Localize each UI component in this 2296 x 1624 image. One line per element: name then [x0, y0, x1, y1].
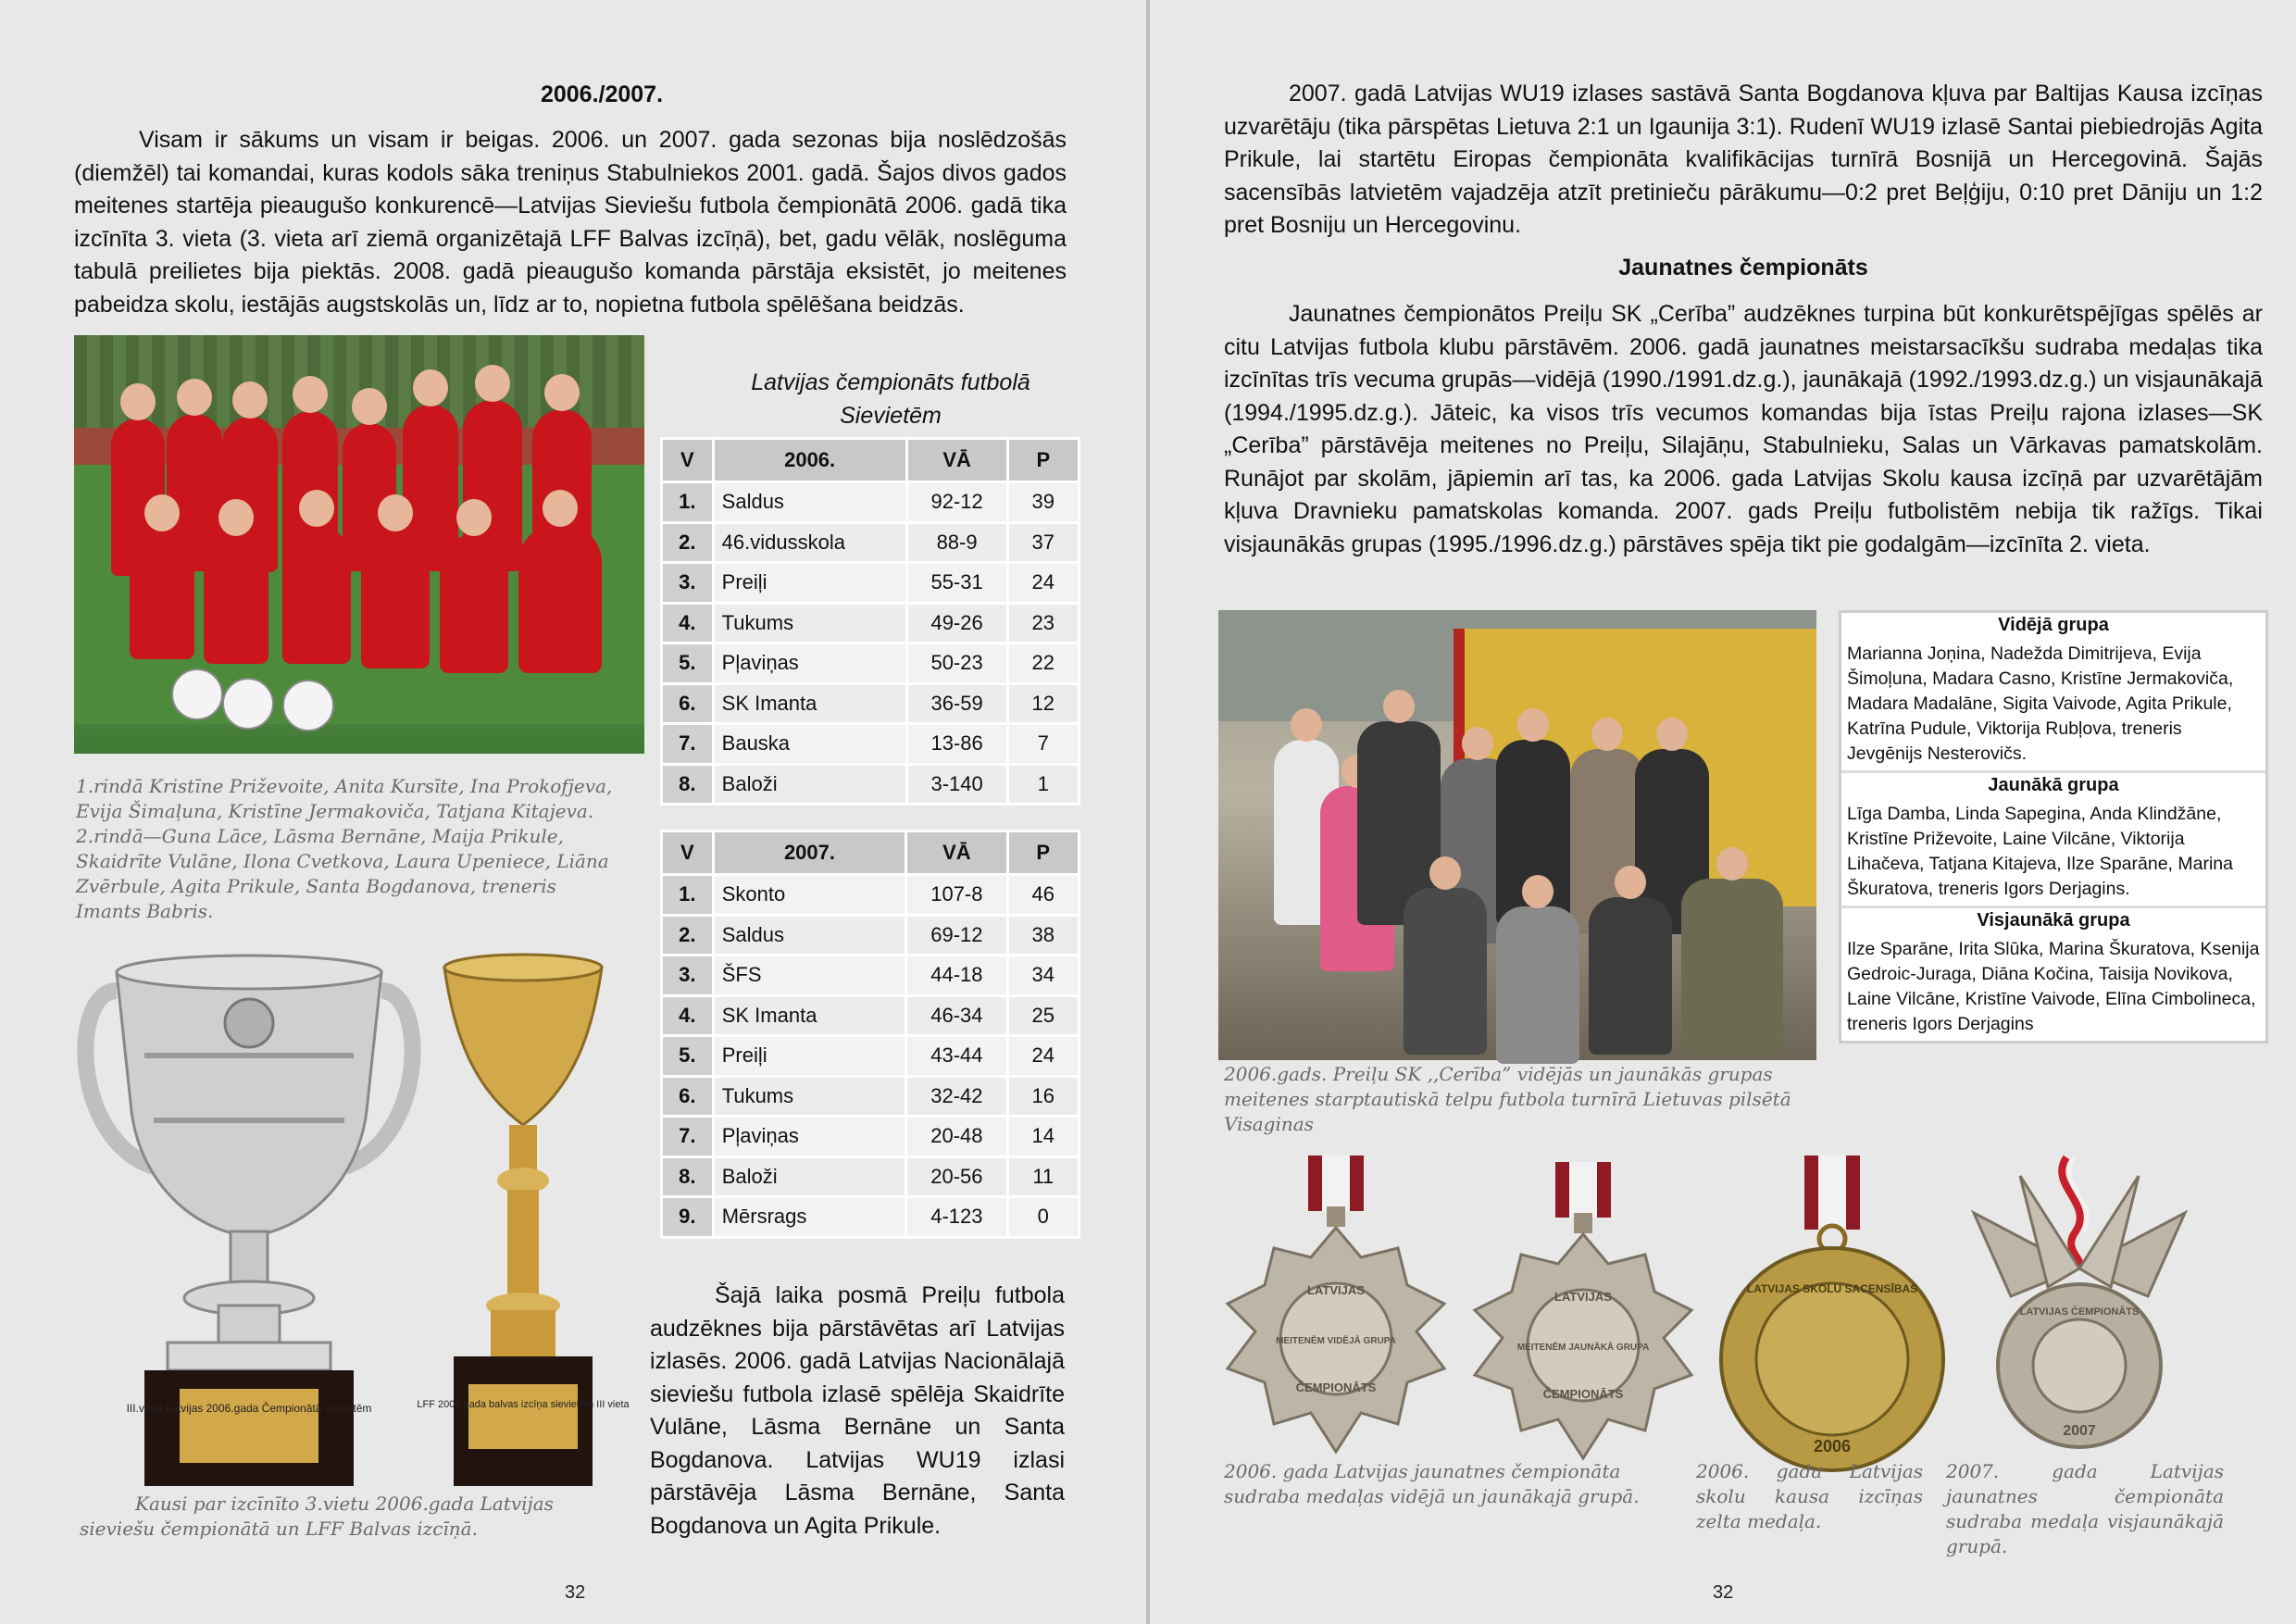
table-header: P: [1007, 831, 1079, 875]
team-cell: SK Imanta: [713, 683, 906, 724]
points-cell: 0: [1007, 1197, 1079, 1238]
team-cell: ŠFS: [713, 956, 906, 996]
youth-championship-heading: Jaunatnes čempionāts: [1618, 255, 1868, 281]
rank-cell: 9.: [662, 1197, 714, 1238]
group-middle: [1841, 613, 2265, 773]
medal-gold-school-cup: [1716, 1156, 1948, 1480]
rank-cell: 5.: [662, 643, 714, 684]
goals-cell: 46-34: [906, 995, 1007, 1036]
points-cell: 22: [1007, 643, 1079, 684]
goals-cell: 20-48: [906, 1117, 1007, 1157]
medal1-top-text: LATVIJAS: [1307, 1283, 1365, 1297]
trophy-cup-photo: [80, 954, 418, 1491]
trophy-gold-photo: [417, 949, 630, 1491]
team-photo-caption: 1.rindā Kristīne Priževoite, Anita Kursīte, Ina Prokofjeva, Evija Šimaļuna, Kristīne Jermakoviča, Tatjana Kitajeva. 2.rindā—Guna Lāce, Lāsma Bernāne, Maija Prikule, Skaidrīte Vulāne, Ilona Cvetkova, Laura Upeniece, Liāna Zvērbule, Agita Prikule, Santa Bogdanova, treneris Imants Babris.: [76, 775, 613, 922]
medal-silver-middle-group: [1222, 1156, 1450, 1470]
table-header: 2006.: [713, 439, 906, 482]
rank-cell: 3.: [662, 956, 714, 996]
table-row: [662, 995, 1079, 1036]
points-cell: 25: [1007, 995, 1079, 1036]
rank-cell: 8.: [662, 764, 714, 805]
team-cell: Saldus: [713, 915, 906, 956]
rank-cell: 6.: [662, 1076, 714, 1117]
table-row: [662, 643, 1079, 684]
group-title: Visjaunākā grupa: [1977, 910, 2130, 931]
group-title: Vidējā grupa: [1998, 615, 2109, 635]
goals-cell: 4-123: [906, 1197, 1007, 1238]
goals-cell: 69-12: [906, 915, 1007, 956]
team-cell: Tukums: [713, 603, 906, 643]
table-row: [662, 1036, 1079, 1077]
rank-cell: 1.: [662, 482, 714, 523]
group-members: Līga Damba, Linda Sapegina, Anda Klindžāne, Kristīne Priževoite, Laine Vilcāne, Viktorija Lihačeva, Tatjana Kitajeva, Ilze Sparāne, Marina Škuratova, treneris Igors Derjagins.: [1847, 804, 2233, 899]
rank-cell: 4.: [662, 995, 714, 1036]
rank-cell: 1.: [662, 875, 714, 916]
table-row: [662, 1117, 1079, 1157]
table-row: [662, 1076, 1079, 1117]
team-photo: [74, 335, 644, 754]
league-title-line2: Sievietēm: [840, 403, 942, 429]
rank-cell: 7.: [662, 724, 714, 765]
points-cell: 24: [1007, 1036, 1079, 1077]
medal3-top-text: LATVIJAS SKOLU SACENSĪBAS: [1746, 1282, 1918, 1295]
points-cell: 37: [1007, 522, 1079, 563]
team-cell: Mērsrags: [713, 1197, 906, 1238]
intro-paragraph: Visam ir sākums un visam ir beigas. 2006. un 2007. gada sezonas bija noslēdzošās (diemžēl) tai komandai, kuras kodols sāka treniņus Stabulniekos 2001. gadā. Šajos divos gados meitenes startēja pieaugušo konkurencē—Latvijas Sieviešu futbola čempionātā 2006. gadā tika izcīnīta 3. vieta (3. vieta arī ziemā organizētajā LFF Balvas izcīņā), bet, gadu vēlāk, noslēguma tabulā preilietes bija piektās. 2008. gadā pieaugušo komanda pārstāja eksistēt, jo meitenes pabeidza skolu, iestājās augstskolās un, līdz ar to, nopietna futbola spēlēšana beidzās.: [74, 127, 1067, 318]
medal3-bottom-text: 2006: [1813, 1437, 1852, 1455]
medals-caption-silver: 2006. gada Latvijas jaunatnes čempionāta sudraba medaļas vidējā un jaunākajā grupā.: [1224, 1460, 1640, 1507]
group-members: Ilze Sparāne, Irita Slūka, Marina Škuratova, Ksenija Gedroic-Juraga, Diāna Kočina, Taisija Novikova, Laine Vilcāne, Kristīne Vaivode, Elīna Cimbolineca, treneris Igors Derjagins: [1847, 939, 2260, 1034]
page-number: 32: [1713, 1582, 1734, 1603]
table-header: V: [662, 831, 714, 875]
goals-cell: 20-56: [906, 1156, 1007, 1197]
points-cell: 38: [1007, 915, 1079, 956]
rank-cell: 2.: [662, 915, 714, 956]
table-row: [662, 1156, 1079, 1197]
points-cell: 24: [1007, 563, 1079, 604]
group-title: Jaunākā grupa: [1988, 775, 2119, 795]
team-cell: Saldus: [713, 482, 906, 523]
table-row: [662, 956, 1079, 996]
points-cell: 16: [1007, 1076, 1079, 1117]
league-title: [659, 366, 1122, 432]
youth-group-photo: [1218, 610, 1816, 1060]
youth-paragraph: Jaunatnes čempionātos Preiļu SK „Cerība” audzēknes turpina būt konkurētspējīgas spēlēs ar citu Latvijas futbola klubu pārstāvēm. 2006. gadā jaunatnes meistarsacīkšu sudraba medaļas tika izcīnītas trīs vecuma grupās—vidējā (1990./1991.dz.g.), jaunākajā (1992./1993.dz.g.) un visjaunākajā (1994./1995.dz.g.). Jāteic, ka visos trīs vecumos komandas bija īstas Preiļu rajona izlases—SK „Cerība” pārstāvēja meitenes no Preiļu, Silajāņu, Stabulnieku, Salas un Vārkavas pamatskolām. Runājot par skolām, jāpiemin arī tas, ka 2006. gada Latvijas Skolu kausa izcīņā par uzvarētājām kļuva Dravnieku pamatskolas komanda. 2007. gads Preiļu futbolistēm nebija tik ražīgs. Tikai visjaunākās grupas (1995./1996.dz.g.) pārstāves spēja tikt pie godalgām—izcīnīta 2. vieta.: [1224, 301, 2263, 557]
group-members: Marianna Joņina, Nadežda Dimitrijeva, Evija Šimoļuna, Madara Casno, Kristīne Jermakoviča, Madara Madalāne, Sigita Vaivode, Agita Prikule, Katrīna Pudule, Viktorija Rubļova, treneris Jevgēnijs Nesterovičs.: [1847, 643, 2234, 764]
rank-cell: 4.: [662, 603, 714, 643]
table-row: [662, 603, 1079, 643]
points-cell: 14: [1007, 1117, 1079, 1157]
team-cell: Tukums: [713, 1076, 906, 1117]
team-cell: Pļaviņas: [713, 643, 906, 684]
group-junior: [1841, 773, 2265, 908]
team-cell: 46.vidusskola: [713, 522, 906, 563]
goals-cell: 49-26: [906, 603, 1007, 643]
medal2-top-text: LATVIJAS: [1554, 1290, 1612, 1304]
medal1-bottom-text: ČEMPIONĀTS: [1295, 1380, 1377, 1394]
page-number: 32: [565, 1582, 586, 1603]
team-cell: Bauska: [713, 724, 906, 765]
goals-cell: 3-140: [906, 764, 1007, 805]
league-table-2006: [660, 437, 1080, 806]
points-cell: 39: [1007, 482, 1079, 523]
medal1-mid-text: MEITENĒM VIDĒJĀ GRUPA: [1276, 1336, 1396, 1346]
table-row: [662, 724, 1079, 765]
table-row: [662, 522, 1079, 563]
table-row: [662, 482, 1079, 523]
rank-cell: 3.: [662, 563, 714, 604]
goals-cell: 88-9: [906, 522, 1007, 563]
goals-cell: 13-86: [906, 724, 1007, 765]
points-cell: 7: [1007, 724, 1079, 765]
goals-cell: 43-44: [906, 1036, 1007, 1077]
medal-silver-youngest-group: [1955, 1157, 2203, 1468]
table-row: [662, 875, 1079, 916]
table-row: [662, 915, 1079, 956]
right-page: [1150, 0, 2296, 1624]
section-heading: 2006./2007.: [540, 81, 664, 107]
youth-photo-caption: 2006.gads. Preiļu SK ,,Cerība” vidējās un jaunākās grupas meitenes starptautiskā telpu futbola turnīrā Lietuvas pilsētā Visaginas: [1224, 1063, 1791, 1135]
table-row: [662, 683, 1079, 724]
team-cell: Pļaviņas: [713, 1117, 906, 1157]
table-header: VĀ: [906, 439, 1007, 482]
trophies-caption: Kausi par izcīnīto 3.vietu 2006.gada Latvijas sieviešu čempionātā un LFF Balvas izcīņā.: [80, 1493, 554, 1540]
team-cell: Skonto: [713, 875, 906, 916]
goals-cell: 92-12: [906, 482, 1007, 523]
group-youngest: [1841, 908, 2265, 1041]
points-cell: 12: [1007, 683, 1079, 724]
goals-cell: 107-8: [906, 875, 1007, 916]
medals-caption-youngest: 2007. gada Latvijas jaunatnes čempionāta sudraba medaļa visjaunākajā grupā.: [1946, 1460, 2224, 1557]
league-table-2007: [660, 830, 1080, 1239]
rank-cell: 5.: [662, 1036, 714, 1077]
medal4-bottom-text: 2007: [2063, 1423, 2096, 1439]
goals-cell: 36-59: [906, 683, 1007, 724]
table-row: [662, 563, 1079, 604]
team-cell: SK Imanta: [713, 995, 906, 1036]
groups-box: [1839, 610, 2268, 1043]
wu19-paragraph: 2007. gadā Latvijas WU19 izlases sastāvā Santa Bogdanova kļuva par Baltijas Kausa izcīņas uzvarētāju (tika pārspētas Lietuva 2:1 un Igaunija 3:1). Rudenī WU19 izlasē Santai piebiedrojās Agita Prikule, lai startētu Eiropas čempionāta kvalifikācijas turnīrā Bosnijā un Hercegovinā. Šajās sacensībās latvietēm vajadzēja atzīt pretinieču pārākumu—0:2 pret Beļģiju, 0:10 pret Dāniju un 1:2 pret Bosniju un Hercegovinu.: [1224, 81, 2263, 238]
left-page: [0, 0, 1146, 1624]
team-cell: Preiļi: [713, 1036, 906, 1077]
national-teams-paragraph: Šajā laika posmā Preiļu futbola audzēknes bija pārstāvētas arī Latvijas izlasēs. 2006. gadā Latvijas Nacionālajā sieviešu futbola izlasē spēlēja Skaidrīte Vulāne, Lāsma Bernāne un Santa Bogdanova. Latvijas WU19 izlasi pārstāvēja Lāsma Bernāne, Santa Bogdanova un Agita Prikule.: [650, 1282, 1065, 1539]
points-cell: 11: [1007, 1156, 1079, 1197]
team-cell: Baloži: [713, 1156, 906, 1197]
points-cell: 23: [1007, 603, 1079, 643]
medal-silver-junior-group: [1469, 1162, 1697, 1477]
league-title-line1: Latvijas čempionāts futbolā: [751, 369, 1030, 395]
trophy2-plate-text: LFF 2006.gada balvas izcīņa sievietēm III vieta: [417, 1399, 630, 1410]
goals-cell: 44-18: [906, 956, 1007, 996]
team-cell: Preiļi: [713, 563, 906, 604]
points-cell: 1: [1007, 764, 1079, 805]
goals-cell: 55-31: [906, 563, 1007, 604]
rank-cell: 2.: [662, 522, 714, 563]
goals-cell: 32-42: [906, 1076, 1007, 1117]
table-row: [662, 1197, 1079, 1238]
points-cell: 34: [1007, 956, 1079, 996]
medal4-top-text: LATVIJAS ČEMPIONĀTS: [2019, 1306, 2140, 1318]
goals-cell: 50-23: [906, 643, 1007, 684]
medals-caption-gold: 2006. gada Latvijas skolu kausa izcīņas zelta medaļa.: [1696, 1460, 1923, 1532]
rank-cell: 6.: [662, 683, 714, 724]
table-row: [662, 764, 1079, 805]
medal2-bottom-text: ČEMPIONĀTS: [1542, 1387, 1624, 1401]
table-header: VĀ: [906, 831, 1007, 875]
points-cell: 46: [1007, 875, 1079, 916]
rank-cell: 8.: [662, 1156, 714, 1197]
trophy1-plate-text: III.vieta Latvijas 2006.gada Čempionātā sievietēm: [126, 1402, 372, 1415]
team-cell: Baloži: [713, 764, 906, 805]
table-header: V: [662, 439, 714, 482]
medal2-mid-text: MEITENĒM JAUNĀKĀ GRUPA: [1516, 1343, 1650, 1353]
rank-cell: 7.: [662, 1117, 714, 1157]
table-header: P: [1007, 439, 1079, 482]
table-header: 2007.: [713, 831, 906, 875]
